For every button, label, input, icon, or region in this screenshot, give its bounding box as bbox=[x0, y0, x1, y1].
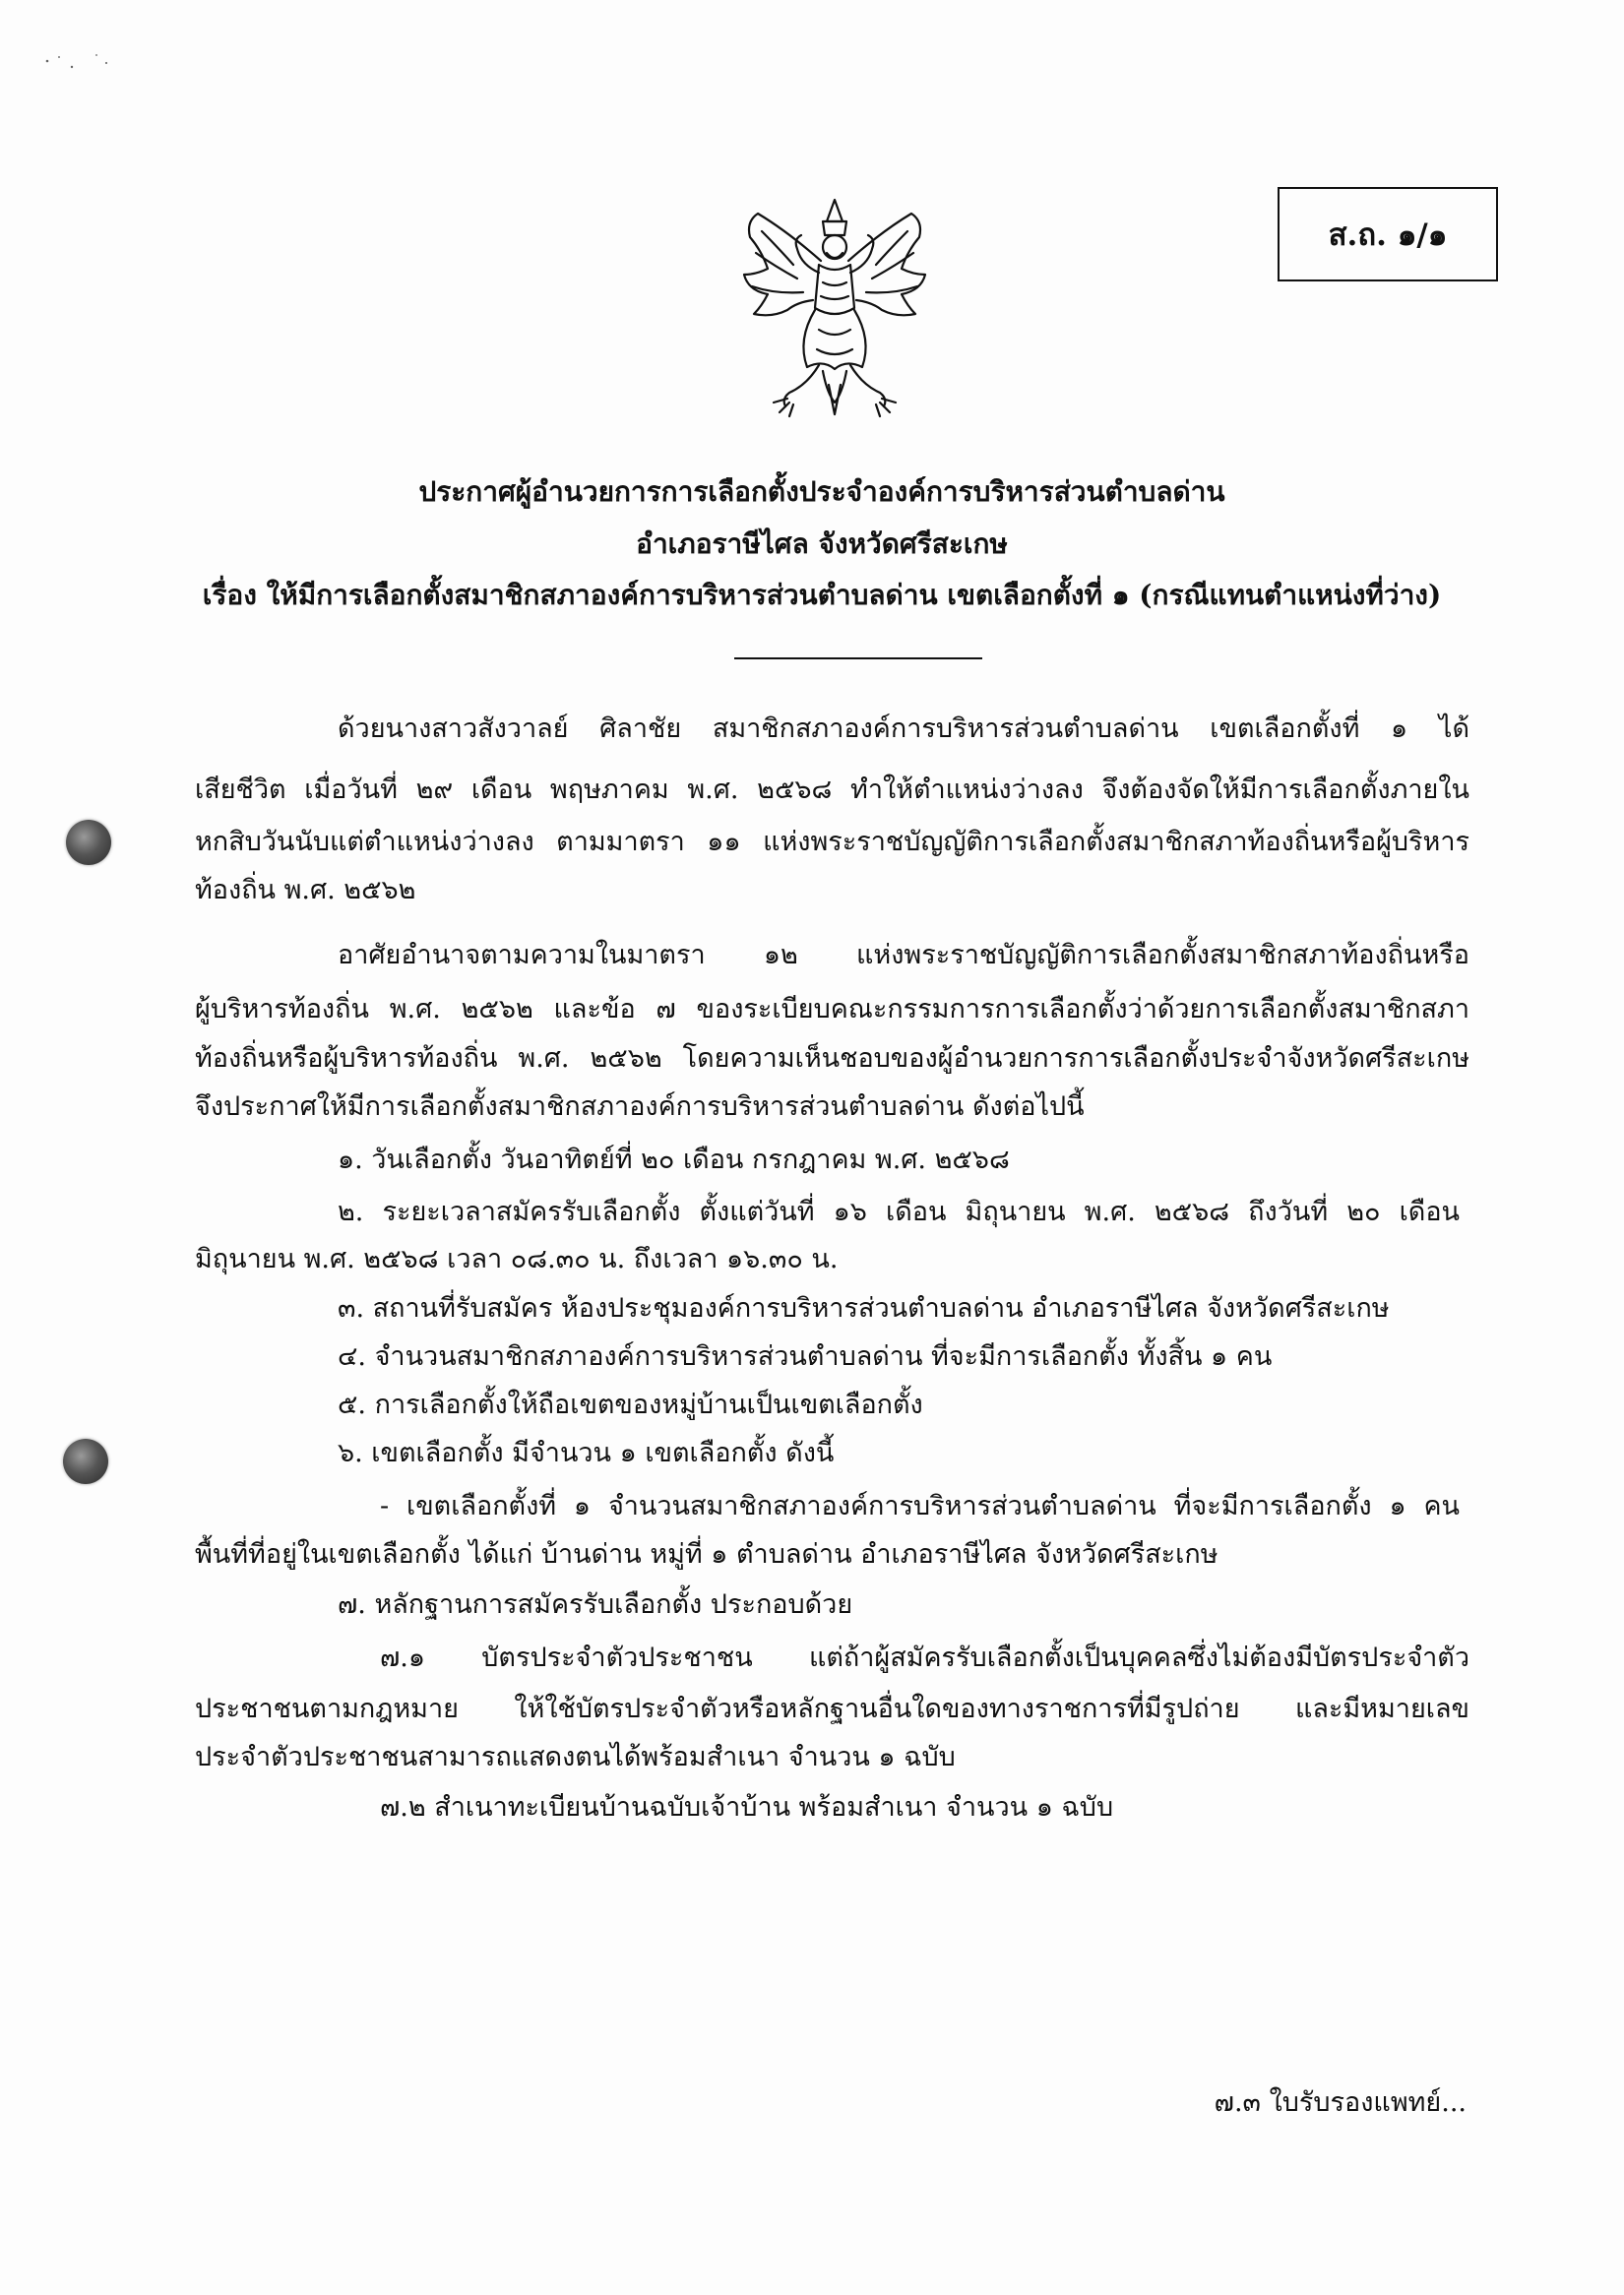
item-constituency-rule: ๕. การเลือกตั้งให้ถือเขตของหมู่บ้านเป็นเขตเลือกตั้ง bbox=[338, 1390, 923, 1420]
continuation-text: ๗.๓ ใบรับรองแพทย์... bbox=[1214, 2087, 1467, 2118]
item-7-1-line3: ประจำตัวประชาชนสามารถแสดงตนได้พร้อมสำเนา จำนวน ๑ ฉบับ bbox=[195, 1742, 956, 1772]
paragraph1-line2: เสียชีวิต เมื่อวันที่ ๒๙ เดือน พฤษภาคม พ.ศ. ๒๕๖๘ ทำให้ตำแหน่งว่างลง จึงต้องจัดให้มีการเลือกตั้งภายใน bbox=[195, 775, 1469, 805]
scan-speck-marks bbox=[39, 49, 118, 98]
announcement-title-line2: อำเภอราษีไศล จังหวัดศรีสะเกษ bbox=[636, 527, 1008, 560]
paragraph1-line3: หกสิบวันนับแต่ตำแหน่งว่างลง ตามมาตรา ๑๑ แห่งพระราชบัญญัติการเลือกตั้งสมาชิกสภาท้องถิ่นหรือผู้บริหาร bbox=[195, 827, 1469, 857]
heading-divider bbox=[734, 657, 982, 659]
item-registration-period-line2: มิถุนายน พ.ศ. ๒๕๖๘ เวลา ๐๘.๓๐ น. ถึงเวลา ๑๖.๓๐ น. bbox=[195, 1244, 839, 1274]
paragraph2-line3: ท้องถิ่นหรือผู้บริหารท้องถิ่น พ.ศ. ๒๕๖๒ โดยความเห็นชอบของผู้อำนวยการการเลือกตั้งประจำจังหวัดศรีสะเกษ bbox=[195, 1043, 1469, 1074]
item-registration-place: ๓. สถานที่รับสมัคร ห้องประชุมองค์การบริหารส่วนตำบลด่าน อำเภอราษีไศล จังหวัดศรีสะเกษ bbox=[338, 1293, 1390, 1324]
item-registration-period-line1: ๒. ระยะเวลาสมัครรับเลือกตั้ง ตั้งแต่วันที่ ๑๖ เดือน มิถุนายน พ.ศ. ๒๕๖๘ ถึงวันที่ ๒๐ เดือน bbox=[338, 1197, 1460, 1227]
punch-hole-bottom bbox=[63, 1439, 108, 1484]
item-constituency-detail-line1: - เขตเลือกตั้งที่ ๑ จำนวนสมาชิกสภาองค์การบริหารส่วนตำบลด่าน ที่จะมีการเลือกตั้ง ๑ คน bbox=[380, 1491, 1460, 1521]
item-constituency-detail-line2: พื้นที่ที่อยู่ในเขตเลือกตั้ง ได้แก่ บ้านด่าน หมู่ที่ ๑ ตำบลด่าน อำเภอราษีไศล จังหวัดศรีสะเกษ bbox=[195, 1539, 1218, 1570]
garuda-emblem-icon bbox=[728, 192, 941, 424]
announcement-title-line1: ประกาศผู้อำนวยการการเลือกตั้งประจำองค์การบริหารส่วนตำบลด่าน bbox=[418, 475, 1225, 508]
item-7-1-line1: ๗.๑ บัตรประจำตัวประชาชน แต่ถ้าผู้สมัครรับเลือกตั้งเป็นบุคคลซึ่งไม่ต้องมีบัตรประจำตัว bbox=[380, 1643, 1469, 1673]
announcement-subject: เรื่อง ให้มีการเลือกตั้งสมาชิกสภาองค์การบริหารส่วนตำบลด่าน เขตเลือกตั้งที่ ๑ (กรณีแทนตำแหน่งที่ว่าง) bbox=[202, 579, 1442, 611]
item-evidence-heading: ๗. หลักฐานการสมัครรับเลือกตั้ง ประกอบด้วย bbox=[338, 1589, 853, 1620]
paragraph2-line1: อาศัยอำนาจตามความในมาตรา ๑๒ แห่งพระราชบัญญัติการเลือกตั้งสมาชิกสภาท้องถิ่นหรือ bbox=[338, 940, 1469, 970]
item-7-1-line2: ประชาชนตามกฎหมาย ให้ใช้บัตรประจำตัวหรือหลักฐานอื่นใดของทางราชการที่มีรูปถ่าย และมีหมายเลข bbox=[195, 1694, 1469, 1724]
paragraph2-line4: จึงประกาศให้มีการเลือกตั้งสมาชิกสภาองค์การบริหารส่วนตำบลด่าน ดังต่อไปนี้ bbox=[195, 1091, 1085, 1122]
item-7-2: ๗.๒ สำเนาทะเบียนบ้านฉบับเจ้าบ้าน พร้อมสำเนา จำนวน ๑ ฉบับ bbox=[380, 1792, 1114, 1823]
paragraph2-line2: ผู้บริหารท้องถิ่น พ.ศ. ๒๕๖๒ และข้อ ๗ ของระเบียบคณะกรรมการการเลือกตั้งว่าด้วยการเลือกตั้งสมาชิกสภา bbox=[195, 994, 1469, 1024]
item-election-date: ๑. วันเลือกตั้ง วันอาทิตย์ที่ ๒๐ เดือน กรกฎาคม พ.ศ. ๒๕๖๘ bbox=[338, 1145, 1010, 1175]
item-constituency-count: ๖. เขตเลือกตั้ง มีจำนวน ๑ เขตเลือกตั้ง ดังนี้ bbox=[338, 1438, 835, 1468]
paragraph1-line4: ท้องถิ่น พ.ศ. ๒๕๖๒ bbox=[195, 875, 416, 905]
form-code-box bbox=[1278, 187, 1498, 281]
paragraph1-line1: ด้วยนางสาวสังวาลย์ ศิลาชัย สมาชิกสภาองค์การบริหารส่วนตำบลด่าน เขตเลือกตั้งที่ ๑ ได้ bbox=[338, 713, 1469, 744]
punch-hole-top bbox=[66, 820, 111, 865]
form-code-text: ส.ถ. ๑/๑ bbox=[1328, 217, 1448, 253]
item-member-count: ๔. จำนวนสมาชิกสภาองค์การบริหารส่วนตำบลด่าน ที่จะมีการเลือกตั้ง ทั้งสิ้น ๑ คน bbox=[338, 1341, 1273, 1372]
